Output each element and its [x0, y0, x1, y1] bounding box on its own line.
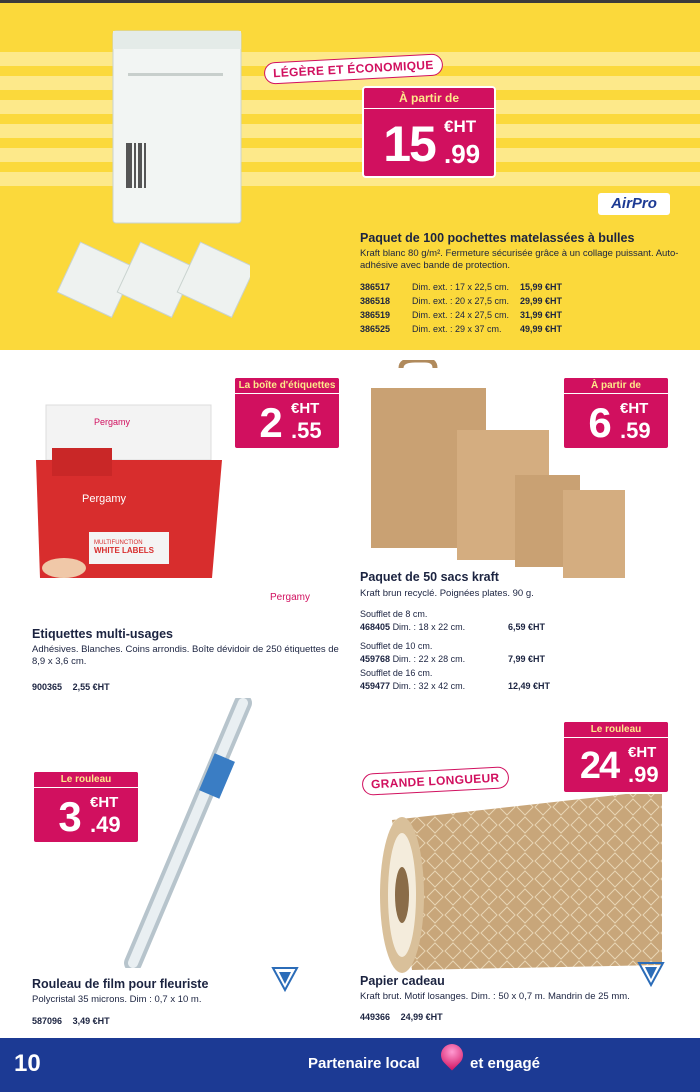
svg-text:MULTIFUNCTION: MULTIFUNCTION	[94, 540, 143, 546]
product3-ref-row	[360, 654, 546, 664]
footer-bar	[0, 1038, 700, 1092]
ref-price: 31,99 €HT	[520, 310, 563, 320]
price-title: Le rouleau	[34, 772, 138, 788]
ref-price: 29,99 €HT	[520, 296, 563, 306]
footer-partner-text: Partenaire local	[308, 1055, 420, 1072]
padded-envelope-image	[108, 28, 248, 228]
pergamy-logo: Pergamy	[270, 592, 311, 603]
stripe	[0, 100, 700, 114]
product5-ref-row	[360, 1012, 443, 1022]
product3-description: Kraft brun recyclé. Poignées plates. 90 g.	[360, 588, 534, 599]
product3-ref-note: Soufflet de 16 cm.	[360, 668, 433, 678]
product1-ref-row	[360, 324, 563, 334]
price-currency: €HT	[90, 794, 119, 811]
ref-code: 386519	[360, 310, 391, 320]
price-decimals: .55	[291, 418, 322, 443]
ref-code: 587096	[32, 1016, 63, 1026]
price-decimals: .99	[444, 139, 481, 169]
product5-badge: GRANDE LONGUEUR	[362, 766, 509, 796]
clairefontaine-logo-icon	[270, 960, 300, 994]
price-decimals: .99	[628, 762, 659, 787]
ref-dim: Dim. : 22 x 28 cm.	[392, 654, 466, 664]
price-decimals: .49	[90, 812, 121, 837]
envelope-stack-image	[55, 232, 250, 332]
product1-ref-row	[360, 310, 563, 320]
price-currency: €HT	[444, 117, 477, 136]
product3-title: Paquet de 50 sacs kraft	[360, 570, 499, 584]
price-integer: 24	[579, 745, 619, 787]
product4-price-box	[32, 770, 140, 844]
stripe	[0, 148, 700, 162]
featured-product-panel	[0, 0, 700, 350]
price-title: À partir de	[564, 378, 668, 394]
ref-code: 459477	[360, 681, 391, 691]
ref-dim: Dim. ext. : 17 x 22,5 cm.	[412, 282, 510, 292]
top-border	[0, 0, 700, 3]
product4-description: Polycristal 35 microns. Dim : 0,7 x 10 m.	[32, 994, 202, 1005]
product1-badge: LÉGÈRE ET ÉCONOMIQUE	[264, 53, 444, 84]
price-title: Le rouleau	[564, 722, 668, 738]
product2-description: Adhésives. Blanches. Coins arrondis. Boîte dévidoir de 250 étiquettes de 8,9 x 3,6 cm.	[32, 644, 339, 667]
product3-ref-row	[360, 622, 546, 632]
labels-box-image	[34, 400, 224, 585]
ref-price: 7,99 €HT	[508, 654, 546, 664]
product4-ref-row	[32, 1016, 110, 1026]
ref-code: 468405	[360, 622, 391, 632]
price-title: La boîte d'étiquettes	[235, 378, 339, 394]
ref-code: 449366	[360, 1012, 391, 1022]
product4-title: Rouleau de film pour fleuriste	[32, 977, 209, 991]
ref-price: 15,99 €HT	[520, 282, 563, 292]
page-number: 10	[14, 1050, 41, 1077]
footer-engaged-text: et engagé	[470, 1055, 541, 1072]
clairefontaine-logo-icon	[636, 955, 666, 989]
product5-description: Kraft brut. Motif losanges. Dim. : 50 x 0,7 m. Mandrin de 25 mm.	[360, 991, 630, 1002]
price-decimals: .59	[620, 418, 651, 443]
price-integer: 6	[588, 399, 610, 446]
ref-dim: Dim. : 32 x 42 cm.	[392, 681, 466, 691]
product1-ref-row	[360, 296, 563, 306]
product3-ref-note: Soufflet de 8 cm.	[360, 609, 428, 619]
ref-price: 12,49 €HT	[508, 681, 551, 691]
product3-ref-note: Soufflet de 10 cm.	[360, 641, 433, 651]
stripe	[0, 124, 700, 138]
price-currency: €HT	[291, 400, 320, 417]
product2-price-box	[233, 376, 341, 450]
ref-code: 459768	[360, 654, 391, 664]
product1-title: Paquet de 100 pochettes matelassées à bulles	[360, 231, 635, 245]
ref-price: 24,99 €HT	[400, 1012, 443, 1022]
product5-title: Papier cadeau	[360, 974, 445, 988]
svg-text:Pergamy: Pergamy	[94, 417, 131, 427]
product1-ref-row	[360, 282, 563, 292]
product3-ref-row	[360, 681, 551, 691]
ref-dim: Dim. ext. : 20 x 27,5 cm.	[412, 296, 510, 306]
ref-dim: Dim. ext. : 29 x 37 cm.	[412, 324, 502, 334]
ref-code: 386517	[360, 282, 391, 292]
product3-price-box	[562, 376, 670, 450]
airpro-logo: AirPro	[598, 193, 670, 215]
stripe	[0, 172, 700, 186]
ref-price: 6,59 €HT	[508, 622, 546, 632]
ref-code: 900365	[32, 682, 63, 692]
ref-price: 3,49 €HT	[72, 1016, 110, 1026]
product2-title: Etiquettes multi-usages	[32, 627, 173, 641]
ref-price: 49,99 €HT	[520, 324, 563, 334]
product1-price-box	[362, 86, 496, 178]
price-currency: €HT	[620, 400, 649, 417]
price-currency: €HT	[628, 744, 657, 761]
location-pin-icon	[436, 1039, 467, 1070]
ref-code: 386518	[360, 296, 391, 306]
svg-text:Pergamy: Pergamy	[82, 493, 127, 505]
price-title: À partir de	[364, 88, 494, 109]
product2-ref-row	[32, 682, 110, 692]
product1-description: Kraft blanc 80 g/m². Fermeture sécurisée grâce à un collage puissant. Auto-adhésive avec bande de protection.	[360, 248, 679, 271]
price-integer: 15	[383, 116, 435, 172]
gift-paper-roll-image	[372, 780, 672, 980]
product5-price-box	[562, 720, 670, 794]
ref-dim: Dim. : 18 x 22 cm.	[392, 622, 466, 632]
price-integer: 2	[259, 399, 281, 446]
ref-code: 386525	[360, 324, 391, 334]
ref-dim: Dim. ext. : 24 x 27,5 cm.	[412, 310, 510, 320]
ref-price: 2,55 €HT	[72, 682, 110, 692]
price-integer: 3	[58, 793, 80, 840]
svg-text:WHITE LABELS: WHITE LABELS	[94, 546, 154, 555]
